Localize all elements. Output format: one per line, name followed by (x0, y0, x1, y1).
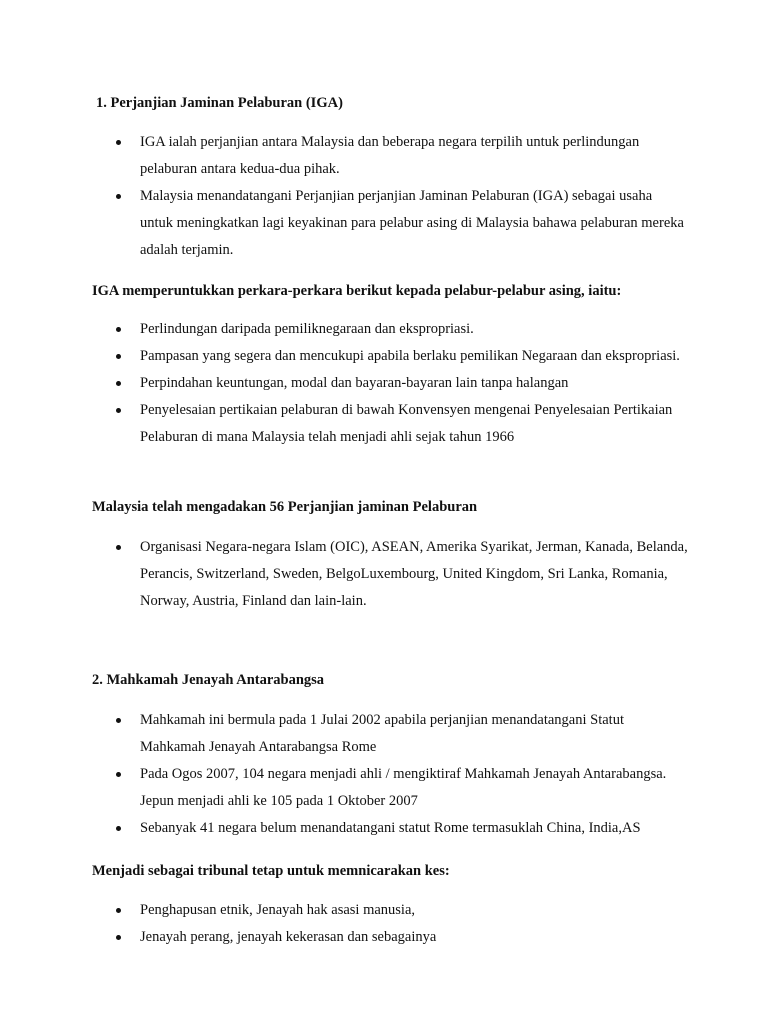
bullet-icon (116, 140, 121, 145)
list-item: Mahkamah ini bermula pada 1 Julai 2002 apabila perjanjian menandatangani Statut Mahkamah Jenayah Antarabangsa Rome (0, 707, 768, 761)
list-item: Organisasi Negara-negara Islam (OIC), ASEAN, Amerika Syarikat, Jerman, Kanada, Belanda, Perancis, Switzerland, Sweden, BelgoLuxembourg, United Kingdom, Sri Lanka, Romania, Norway, Austria, Finland dan lain-lain. (0, 534, 768, 615)
list-item: Malaysia menandatangani Perjanjian perjanjian Jaminan Pelaburan (IGA) sebagai usaha untuk meningkatkan lagi keyakinan para pelabur asing di Malaysia bahawa pelaburan mereka adalah terjamin. (0, 183, 768, 264)
section-1-provisions-list (0, 316, 768, 451)
section-1-subheading-agreements: Malaysia telah mengadakan 56 Perjanjian jaminan Pelaburan (92, 499, 478, 515)
section-2-heading: 2. Mahkamah Jenayah Antarabangsa (92, 672, 325, 688)
bullet-icon (116, 908, 121, 913)
bullet-icon (116, 772, 121, 777)
section-1-countries-list (0, 534, 768, 615)
list-item: IGA ialah perjanjian antara Malaysia dan beberapa negara terpilih untuk perlindungan pelaburan antara kedua-dua pihak. (0, 129, 768, 183)
bullet-icon (116, 327, 121, 332)
list-item: Sebanyak 41 negara belum menandatangani statut Rome termasuklah China, India,AS (0, 815, 768, 842)
bullet-icon (116, 408, 121, 413)
bullet-icon (116, 194, 121, 199)
bullet-icon (116, 935, 121, 940)
bullet-icon (116, 718, 121, 723)
list-item: Perpindahan keuntungan, modal dan bayaran-bayaran lain tanpa halangan (0, 370, 768, 397)
list-item: Penghapusan etnik, Jenayah hak asasi manusia, (0, 897, 768, 924)
bullet-icon (116, 826, 121, 831)
bullet-icon (116, 354, 121, 359)
list-item: Pampasan yang segera dan mencukupi apabila berlaku pemilikan Negaraan dan ekspropriasi. (0, 343, 768, 370)
section-1-heading: 1. Perjanjian Jaminan Pelaburan (IGA) (96, 95, 343, 111)
bullet-icon (116, 545, 121, 550)
section-1-bullet-list (0, 129, 768, 264)
bullet-icon (116, 381, 121, 386)
list-item: Penyelesaian pertikaian pelaburan di bawah Konvensyen mengenai Penyelesaian Pertikaian Pelaburan di mana Malaysia telah menjadi ahli sejak tahun 1966 (0, 397, 768, 451)
section-2-subheading: Menjadi sebagai tribunal tetap untuk memnicarakan kes: (92, 863, 450, 879)
section-1-subheading-provisions: IGA memperuntukkan perkara-perkara berikut kepada pelabur-pelabur asing, iaitu: (92, 283, 622, 299)
list-item: Perlindungan daripada pemiliknegaraan dan ekspropriasi. (0, 316, 768, 343)
section-2-bullet-list (0, 707, 768, 842)
list-item: Jenayah perang, jenayah kekerasan dan sebagainya (0, 924, 768, 951)
section-2-cases-list (0, 897, 768, 951)
list-item: Pada Ogos 2007, 104 negara menjadi ahli / mengiktiraf Mahkamah Jenayah Antarabangsa. Jepun menjadi ahli ke 105 pada 1 Oktober 2007 (0, 761, 768, 815)
